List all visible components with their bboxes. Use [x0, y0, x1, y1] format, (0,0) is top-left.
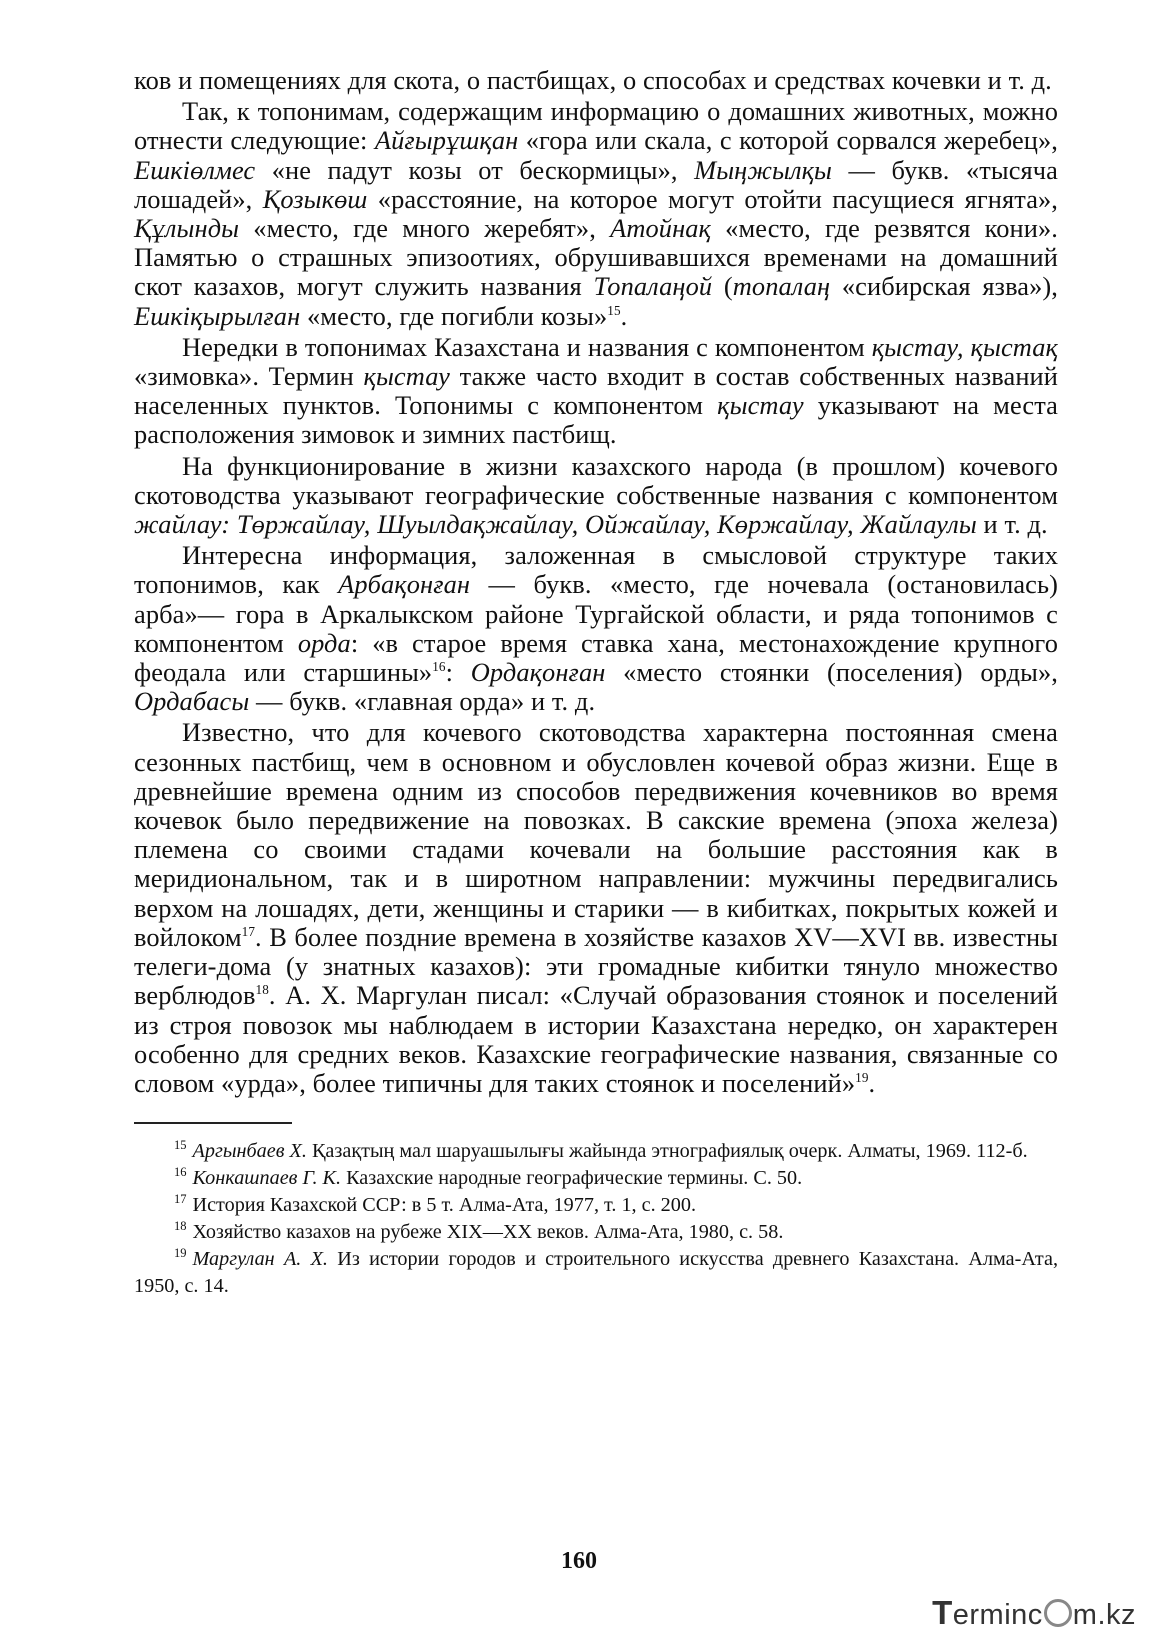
footnote-number: 17: [174, 1192, 187, 1207]
text-run: История Казахской ССР: в 5 т. Алма-Ата, 1977, т. 1, с. 200.: [192, 1194, 697, 1217]
italic-term: Ордақонған: [470, 657, 606, 688]
italic-term: Атойнақ: [610, 213, 711, 244]
watermark-o-icon: [1044, 1599, 1072, 1627]
footnote: [134, 1192, 1058, 1219]
footnotes: [134, 1138, 1058, 1300]
footnote: [134, 1219, 1058, 1246]
text-run: «зимовка». Термин: [134, 361, 364, 392]
text-run: Так, к топонимам, содержащим информацию о домашних животных, можно отнести следующие:: [134, 96, 1058, 156]
watermark-text-2: m.kz: [1072, 1599, 1136, 1631]
text-run: — букв. «место, где ночевала (остановилась) арба»— гора в Аркалыкском районе Тургайской области, и ряда топонимов с компонентом: [134, 569, 1058, 658]
footnote-ref: 15: [607, 302, 621, 318]
footnote-number: 15: [174, 1138, 187, 1153]
paragraph: [134, 452, 1058, 540]
text-run: «не падут козы от бескормицы»,: [255, 154, 695, 185]
text-run: :: [445, 657, 471, 688]
text-run: «место стоянки (поселения) орды»,: [605, 657, 1059, 688]
watermark-letter: T: [932, 1594, 953, 1631]
footnote-number: 18: [174, 1219, 187, 1234]
paragraph: [134, 97, 1058, 331]
italic-term: Қозыкөш: [262, 183, 368, 214]
footnote-ref: 18: [255, 982, 269, 998]
text-run: .: [620, 300, 628, 331]
paragraph: [134, 66, 1058, 95]
text-run: «сибирская язва»),: [830, 271, 1058, 302]
text-run: — букв. «тысяча лошадей»,: [134, 154, 1058, 214]
italic-term: Құлынды: [134, 213, 240, 244]
text-run: «место, где резвятся кони». Памятью о страшных эпизоотиях, обрушивавшихся временами на домашний скот казахов, могут служить названия: [134, 213, 1058, 302]
paragraph: [134, 718, 1058, 1098]
footnote: [134, 1246, 1058, 1300]
text-run: Интересна информация, заложенная в смысловой структуре таких топонимов, как: [134, 540, 1058, 600]
text-run: также часто входит в состав собственных названий населенных пунктов. Топонимы с компонентом: [134, 361, 1058, 421]
text-run: Хозяйство казахов на рубеже XIX—XX веков. Алма-Ата, 1980, с. 58.: [192, 1221, 784, 1244]
watermark-text-1: erminc: [952, 1599, 1043, 1631]
document-page: [134, 66, 1058, 1300]
footnote: [134, 1165, 1058, 1192]
italic-term: Маргулан А. Х.: [192, 1248, 328, 1271]
text-run: . В более поздние времена в хозяйстве казахов XV—XVI вв. известны телеги-дома (у знатных казахов): эти громадные кибитки тянуло множество верблюдов: [134, 921, 1058, 1011]
text-run: (: [712, 271, 733, 302]
text-run: Из истории городов и строительного искусства древнего Казахстана. Алма-Ата, 1950, с. 14.: [134, 1248, 1058, 1298]
paragraph: [134, 541, 1058, 716]
text-run: «место, где погибли козы»: [300, 300, 608, 331]
italic-term: қыстау: [717, 390, 804, 421]
footnote-ref: 17: [241, 924, 256, 940]
footnote: [134, 1138, 1058, 1165]
text-run: На функционирование в жизни казахского народа (в прошлом) кочевого скотоводства указывают географические собственные названия с компонентом: [134, 450, 1058, 510]
text-run: Казахские народные географические термины. С. 50.: [341, 1167, 803, 1190]
italic-term: Топалаңой: [593, 271, 713, 302]
italic-term: Конкашпаев Г. К.: [192, 1167, 342, 1190]
text-run: — букв. «главная орда» и т. д.: [249, 686, 596, 717]
footnote-number: 16: [174, 1165, 187, 1180]
footnote-ref: 16: [432, 659, 446, 675]
italic-term: Ешкіқырылған: [134, 300, 301, 331]
italic-term: қыстау: [363, 361, 450, 392]
footnote-number: 19: [174, 1246, 187, 1261]
text-run: ков и помещениях для скота, о пастбищах, о способах и средствах кочевки и т. д.: [134, 65, 1052, 95]
footnote-separator: [134, 1122, 292, 1124]
paragraph: [134, 333, 1058, 450]
body-text: [134, 66, 1058, 1098]
page-number: 160: [561, 1548, 597, 1574]
text-run: «место, где много жеребят»,: [239, 213, 611, 244]
text-run: . А. Х. Маргулан писал: «Случай образования стоянок и поселений из строя повозок мы наблюдаем в истории Казахстана нередко, он характерен особенно для средних веков. Казахские географические названия, связанные со словом «урда», более типичны для таких стоянок и поселений»: [134, 980, 1058, 1098]
watermark-logo: [932, 1594, 1136, 1632]
italic-term: Арбақонған: [338, 569, 471, 600]
text-run: Нередки в топонимах Казахстана и названия с компонентом: [182, 331, 872, 362]
text-run: и т. д.: [976, 509, 1048, 540]
italic-term: қыстау, қыстақ: [871, 331, 1058, 362]
text-run: «расстояние, на которое могут отойти пасущиеся ягнята»,: [367, 183, 1058, 214]
text-run: : «в старое время ставка хана, местонахождение крупного феодала или старшины»: [134, 627, 1058, 688]
italic-term: орда: [297, 627, 351, 658]
italic-term: Ордабасы: [134, 686, 250, 717]
footnote-ref: 19: [855, 1070, 869, 1086]
italic-term: Аргынбаев Х.: [192, 1140, 307, 1163]
italic-term: жайлау: Төржайлау, Шуылдақжайлау, Ойжайлау, Көржайлау, Жайлаулы: [134, 509, 977, 540]
text-run: указывают на места расположения зимовок и зимних пастбищ.: [134, 390, 1058, 450]
text-run: «гора или скала, с которой сорвался жеребец»,: [518, 125, 1058, 156]
text-run: Известно, что для кочевого скотоводства характерна постоянная смена сезонных пастбищ, чем в основном и обусловлен кочевой образ жизни. Еще в древнейшие времена одним из способов передвижения кочевников во время кочевок было передвижение на повозках. В сакские времена (эпоха железа) племена со своими стадами кочевали на большие расстояния как в меридиональном, так и в широтном направлении: мужчины передвигались верхом на лошадях, дети, женщины и старики — в кибитках, покрытых кожей и войлоком: [134, 717, 1058, 952]
text-run: .: [868, 1067, 876, 1098]
text-run: Қазақтың мал шаруашылығы жайында этнографиялық очерк. Алматы, 1969. 112-б.: [306, 1140, 1028, 1163]
italic-term: Мыңжылқы: [694, 154, 833, 185]
italic-term: Айғырұшқан: [374, 125, 519, 156]
italic-term: топалаң: [732, 271, 831, 302]
italic-term: Ешкіөлмес: [134, 154, 256, 185]
